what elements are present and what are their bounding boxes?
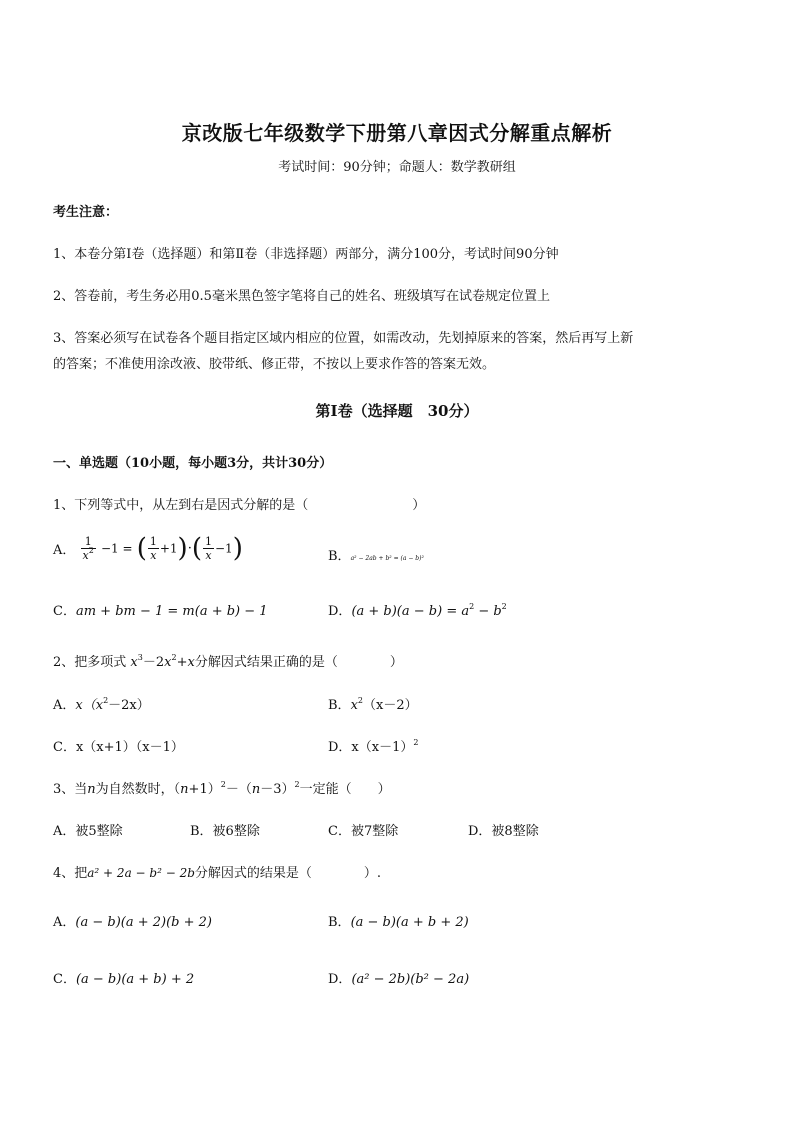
q1-a-frac1: $\frac{1}{x^2}$ — [82, 535, 94, 562]
q2-stem: 2、把多项式 $x^3-2x^2+x$分解因式结果正确的是（ ） — [53, 653, 403, 670]
section-title: 第Ⅰ卷（选择题 30分） — [315, 402, 479, 420]
q2-option-d: D．$x(x-1)^2$ — [328, 738, 419, 755]
q1-option-a: A． $\frac{1}{x^2}$ −1 = ( $\frac{1}{x}$ +1)·( $\frac{1}{x}$ −1) — [53, 533, 243, 564]
notice-heading: 考生注意： — [53, 205, 119, 220]
q4-option-b: B．(a − b)(a + b + 2) — [328, 915, 469, 930]
q4-option-d: D．(a² − 2b)(b² − 2a) — [328, 972, 470, 987]
q4-stem: 4、把a² + 2a − b² − 2b分解因式的结果是（ ）. — [53, 866, 382, 881]
q1-option-c: C．am + bm − 1 = m(a + b) − 1 — [53, 604, 268, 619]
page-title: 京改版七年级数学下册第八章因式分解重点解析 — [181, 121, 613, 145]
q1-c-expr: am + bm − 1 = m(a + b) − 1 — [75, 604, 268, 619]
q1-stem: 1、下列等式中，从左到右是因式分解的是（ ） — [53, 498, 426, 513]
q3-option-a: A．被5整除 — [53, 824, 123, 839]
q3-option-b: B．被6整除 — [190, 824, 260, 839]
q3-stem: 3、当n为自然数时，$(n+1)^2-(n-3)^2$一定能（ ） — [53, 780, 391, 797]
q1-option-d: D．$(a + b)(a - b) = a^2 - b^2$ — [328, 602, 507, 619]
q2-option-c: C．x（x+1）（x－1） — [53, 740, 184, 755]
q1-a-label: A． — [53, 543, 76, 558]
q4-option-c: C．(a − b)(a + b) + 2 — [53, 972, 195, 987]
q2-option-b: B．$x^2(x-2)$ — [328, 696, 418, 713]
q3-option-d: D．被8整除 — [468, 824, 539, 839]
notice-item-3: 3、答案必须写在试卷各个题目指定区域内相应的位置，如需改动，先划掉原来的答案，然后再写上新 — [53, 331, 634, 346]
q3-option-c: C．被7整除 — [328, 824, 399, 839]
notice-item-1: 1、本卷分第Ⅰ卷（选择题）和第Ⅱ卷（非选择题）两部分，满分100分，考试时间90分钟 — [53, 247, 559, 262]
notice-item-3-cont: 的答案；不准使用涂改液、胶带纸、修正带，不按以上要求作答的答案无效。 — [53, 357, 496, 372]
q4-option-a: A．(a − b)(a + 2)(b + 2) — [53, 915, 212, 930]
part-title: 一、单选题（10小题，每小题3分，共计30分） — [53, 456, 333, 471]
q2-option-a: A．$x(x^2-2x)$ — [53, 696, 150, 713]
q1-b-expr: a² − 2ab + b² = (a − b)² — [350, 555, 424, 562]
exam-info: 考试时间：90分钟；命题人：数学教研组 — [278, 160, 516, 175]
q1-option-b: B．a² − 2ab + b² = (a − b)² — [328, 549, 424, 564]
notice-item-2: 2、答卷前，考生务必用0.5毫米黑色签字笔将自己的姓名、班级填写在试卷规定位置上 — [53, 289, 550, 304]
